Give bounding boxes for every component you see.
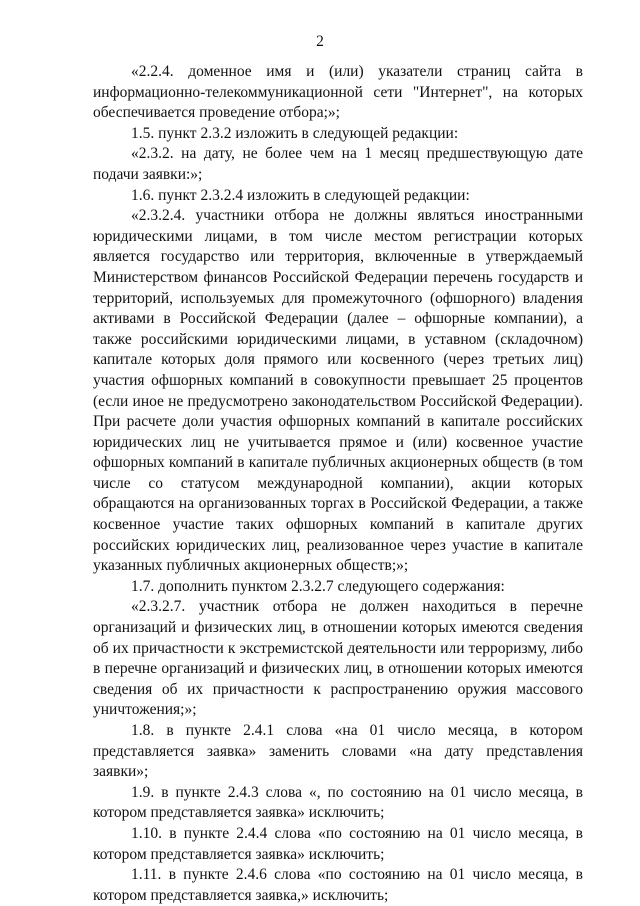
paragraph-2-3-2-7-quote: «2.3.2.7. участник отбора не должен находиться в перечне организаций и физических лиц, в отношении которых имеются сведения об их причастности к экстремистской деятельности или терроризму, либо в перечне организаций и физических лиц, в отношении которых имеются сведения об их причастности к распространению оружия массового уничтожения;»; (93, 598, 583, 719)
paragraph-1-9: 1.9. в пункте 2.4.3 слова «, по состоянию на 01 число месяца, в котором представляется заявка» исключить; (93, 783, 583, 822)
paragraph-1-11: 1.11. в пункте 2.4.6 слова «по состоянию на 01 число месяца, в котором представляется заявка,» исключить; (93, 866, 583, 904)
page-number: 2 (316, 33, 324, 50)
paragraph-1-8: 1.8. в пункте 2.4.1 слова «на 01 число месяца, в котором представляется заявка» заменить словами «на дату представления заявки»; (93, 722, 583, 781)
paragraph-2-3-2-quote: «2.3.2. на дату, не более чем на 1 месяц предшествующую дате подачи заявки:»; (93, 145, 583, 183)
paragraph-2-3-2-4-quote: «2.3.2.4. участники отбора не должны являться иностранными юридическими лицами, в том числе местом регистрации которых является государство или территория, включенные в утверждаемый Министерством финансов Российской Федерации перечень государств и территорий, используемых для промежуточного (офшорного) владения активами в Российской Федерации (далее – офшорные компании), а также российскими юридическими лицами, в уставном (складочном) капитале которых доля прямого или косвенного (через третьих лиц) участия офшорных компаний в совокупности превышает 25 процентов (если иное не предусмотрено законодательством Российской Федерации). При расчете доли участия офшорных компаний в капитале российских юридических лиц не учитывается прямое и (или) косвенное участие офшорных компаний в капитале публичных акционерных обществ (в том числе со статусом международной компании), акции которых обращаются на организованных торгах в Российской Федерации, а также косвенное участие таких офшорных компаний в капитале других российских юридических лиц, реализованное через участие в капитале указанных публичных акционерных обществ;»; (93, 207, 583, 575)
paragraph-2-2-4-quote: «2.2.4. доменное имя и (или) указатели страниц сайта в информационно-телекоммуникационной сети "Интернет", на которых обеспечивается проведение отбора;»; (93, 63, 583, 122)
paragraph-1-6: 1.6. пункт 2.3.2.4 изложить в следующей редакции: (131, 186, 470, 204)
paragraph-1-10: 1.10. в пункте 2.4.4 слова «по состоянию на 01 число месяца, в котором представляется заявка» исключить; (93, 824, 583, 863)
paragraph-1-5: 1.5. пункт 2.3.2 изложить в следующей редакции: (131, 124, 459, 142)
paragraph-1-7: 1.7. дополнить пунктом 2.3.2.7 следующего содержания: (131, 577, 505, 595)
document-body (93, 62, 583, 906)
